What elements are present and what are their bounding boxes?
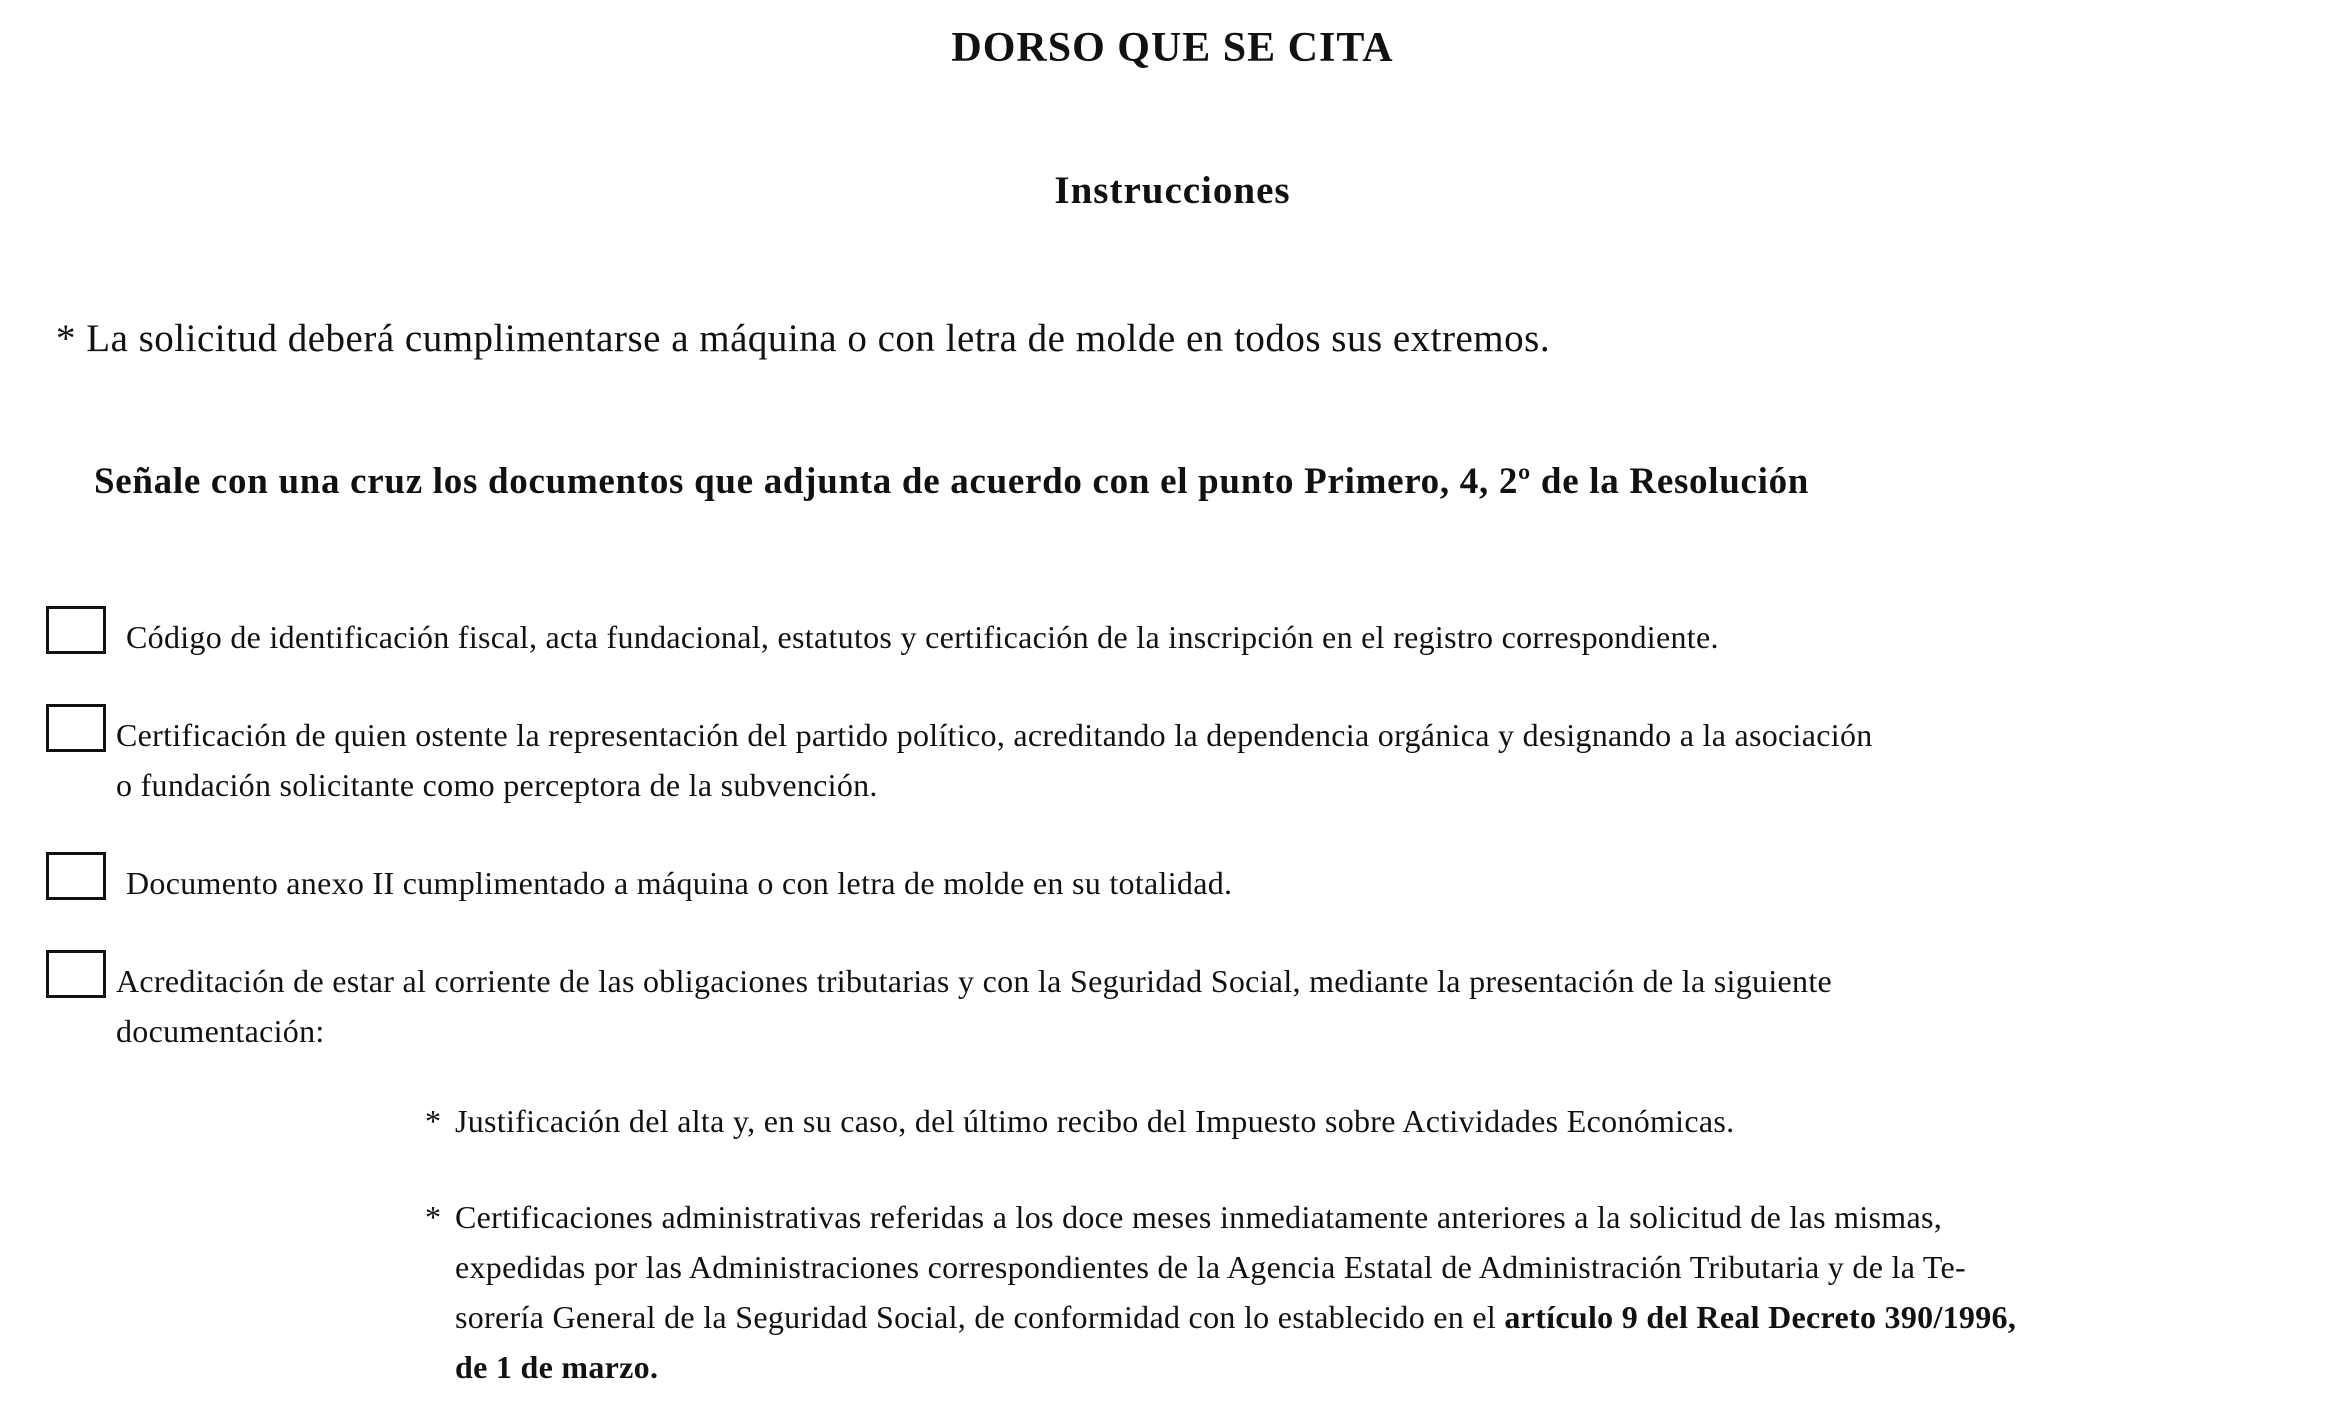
document-item-acreditacion-label-line1: Acreditación de estar al corriente de las obligaciones tributarias y con la Seguridad Social, mediante la presentación de la siguiente <box>116 963 1833 999</box>
sub-bullet-iae-text: Justificación del alta y, en su caso, del último recibo del Impuesto sobre Actividades Económicas. <box>455 1103 1735 1139</box>
document-item-cif-label: Código de identificación fiscal, acta fundacional, estatutos y certificación de la inscripción en el registro correspondiente. <box>126 619 1719 655</box>
real-decreto-date: de 1 de marzo. <box>455 1349 659 1385</box>
document-title: DORSO QUE SE CITA <box>951 25 1394 71</box>
document-item-certificacion-label-line1: Certificación de quien ostente la representación del partido político, acreditando la dependencia orgánica y designando a la asociación <box>116 717 1873 753</box>
fill-instructions-note: * La solicitud deberá cumplimentarse a máquina o con letra de molde en todos sus extremos. <box>56 317 1551 360</box>
checkbox-anexo-ii[interactable] <box>46 852 106 900</box>
document-item-acreditacion-label-line2: documentación: <box>116 1013 325 1049</box>
document-item-certificacion-label-line2: o fundación solicitante como perceptora de la subvención. <box>116 767 878 803</box>
sub-bullet-certificaciones <box>425 1192 2315 1392</box>
sub-bullet-certificaciones-line3-text: sorería General de la Seguridad Social, de conformidad con lo establecido en el <box>455 1299 1497 1335</box>
checkbox-certificacion-representacion[interactable] <box>46 704 106 752</box>
checkbox-cif[interactable] <box>46 606 106 654</box>
sub-bullet-certificaciones-line3 <box>455 1292 2315 1342</box>
sub-bullet-certificaciones-line1: Certificaciones administrativas referidas a los doce meses inmediatamente anteriores a la solicitud de las mismas, <box>455 1199 1943 1235</box>
document-item-anexo-ii-label: Documento anexo II cumplimentado a máquina o con letra de molde en su totalidad. <box>126 865 1233 901</box>
sub-bullet-iae <box>425 1096 2315 1146</box>
checkbox-instruction: Señale con una cruz los documentos que adjunta de acuerdo con el punto Primero, 4, 2º de la Resolución <box>94 461 1810 502</box>
checkbox-acreditacion-obligaciones[interactable] <box>46 950 106 998</box>
real-decreto-reference: artículo 9 del Real Decreto 390/1996, <box>1504 1299 2017 1335</box>
section-heading-instrucciones: Instrucciones <box>1054 169 1291 212</box>
bullet-asterisk: * <box>425 1199 442 1235</box>
bullet-asterisk: * <box>425 1103 442 1139</box>
sub-bullet-certificaciones-line2: expedidas por las Administraciones correspondientes de la Agencia Estatal de Administración Tributaria y de la Te- <box>455 1249 1966 1285</box>
